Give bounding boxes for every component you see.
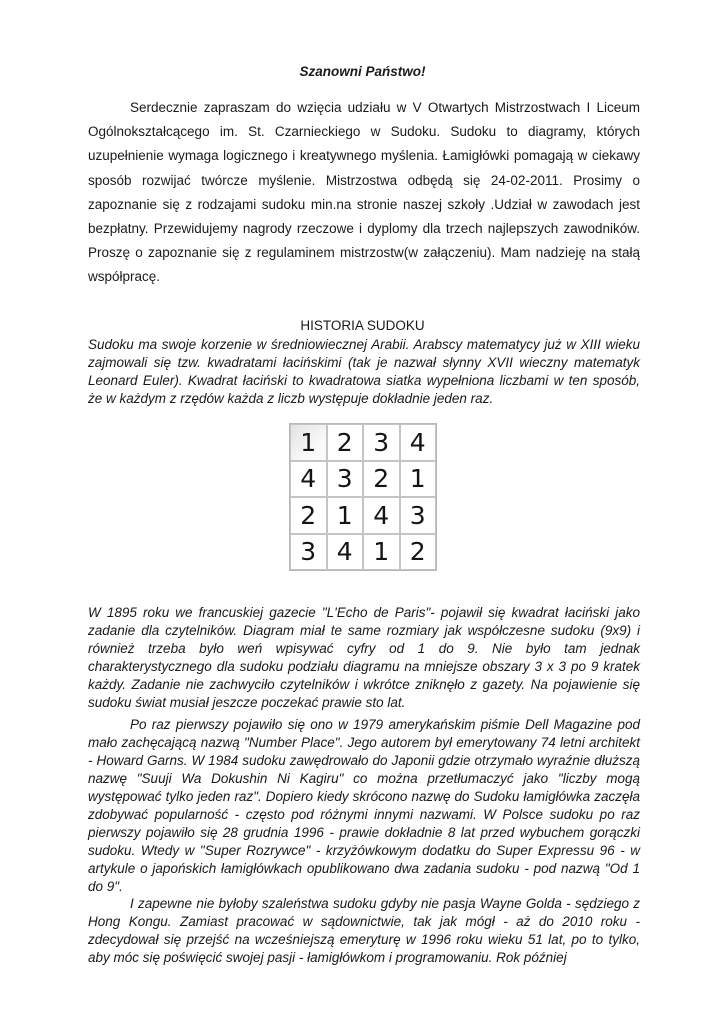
latin-square-cell: 2 xyxy=(363,461,400,498)
latin-square-cell: 4 xyxy=(290,461,327,498)
latin-square-cell: 2 xyxy=(400,534,437,571)
latin-square-cell: 3 xyxy=(400,497,437,534)
invitation-paragraph: Serdecznie zapraszam do wzięcia udziału w V Otwartych Mistrzostwach I Liceum Ogólnokształcącego im. St. Czarnieckiego w Sudoku. Sudoku to diagramy, których uzupełnienie wymaga logicznego i kreatywnego myślenia. Łamigłówki pomagają w ciekawy sposób rozwijać twórcze myślenie. Mistrzostwa odbędą się 24-02-2011. Prosimy o zapoznanie się z rodzajami sudoku min.na stronie naszej szkoły .Udział w zawodach jest bezpłatny. Przewidujemy nagrody rzeczowe i dyplomy dla trzech najlepszych zawodników. Proszę o zapoznanie się z regulaminem mistrzostw(w załączeniu). Mam nadzieję na stałą współpracę. xyxy=(88,100,640,285)
history-title: HISTORIA SUDOKU xyxy=(300,318,425,333)
latin-square-cell: 1 xyxy=(400,461,437,498)
latin-square-cell: 1 xyxy=(363,534,400,571)
latin-square-cell: 3 xyxy=(327,461,364,498)
paragraph-1895: W 1895 roku we francuskiej gazecie "L'Echo de Paris"- pojawił się kwadrat łaciński jako zadanie dla czytelników. Diagram miał te same rozmiary jak współczesne sudoku (9x9) i również trzeba było weń wpisywać cyfry od 1 do 9. Nie było tam jednak charakterystycznego dla sudoku podziału diagramu na mniejsze obszary 3 x 3 po 9 kratek każdy. Zadanie nie zachwyciło czytelników i wkrótce zniknęło z gazety. Na pojawienie się sudoku świat musiał jeszcze poczekać prawie sto lat. xyxy=(88,605,640,710)
latin-square-cell: 3 xyxy=(363,424,400,461)
latin-square-grid xyxy=(289,423,437,571)
latin-square-cell: 2 xyxy=(290,497,327,534)
latin-square-cell: 4 xyxy=(327,534,364,571)
greeting-heading: Szanowni Państwo! xyxy=(299,64,426,79)
latin-square-cell: 1 xyxy=(327,497,364,534)
latin-square-cell: 1 xyxy=(290,424,327,461)
latin-square-cell: 2 xyxy=(327,424,364,461)
latin-square-cell: 3 xyxy=(290,534,327,571)
paragraph-wayne-gould: I zapewne nie byłoby szaleństwa sudoku gdyby nie pasja Wayne Golda - sędziego z Hong Kongu. Zamiast pracować w sądownictwie, tak jak mógł - aż do 2010 roku - zdecydował się przejść na wcześniejszą emeryturę w 1996 roku wieku 51 lat, po to tylko, aby móc się poświęcić swojej pasji - łamigłówkom i programowaniu. Rok później xyxy=(88,896,640,965)
history-paragraph: Sudoku ma swoje korzenie w średniowiecznej Arabii. Arabscy matematycy już w XIII wieku zajmowali się tzw. kwadratami łacińskimi (tak je nazwał słynny XVII wieczny matematyk Leonard Euler). Kwadrat łaciński to kwadratowa siatka wypełniona liczbami w ten sposób, że w każdym z rzędów każda z liczb występuje dokładnie jeden raz. xyxy=(88,337,640,406)
paragraph-1979: Po raz pierwszy pojawiło się ono w 1979 amerykańskim piśmie Dell Magazine pod mało zachęcającą nazwą "Number Place". Jego autorem był emerytowany 74 letni architekt - Howard Garns. W 1984 sudoku zawędrowało do Japonii gdzie otrzymało wyraźnie dłuższą nazwę "Suuji Wa Dokushin Ni Kagiru" co można przetłumaczyć jako "liczby mogą występować tylko jeden raz". Dopiero kiedy skrócono nazwę do Sudoku łamigłówka zaczęła zdobywać popularność - często pod różnymi innymi nazwami. W Polsce sudoku po raz pierwszy pojawiło się 28 grudnia 1996 - prawie dokładnie 8 lat przed wybuchem gorączki sudoku. Wtedy w "Super Rozrywce" - krzyżówkowym dodatku do Super Expressu 96 - w artykule o japońskich łamigłówkach opublikowano dwa zadania sudoku - pod nazwą "Od 1 do 9". xyxy=(88,717,640,894)
latin-square-cell: 4 xyxy=(363,497,400,534)
latin-square-cell: 4 xyxy=(400,424,437,461)
